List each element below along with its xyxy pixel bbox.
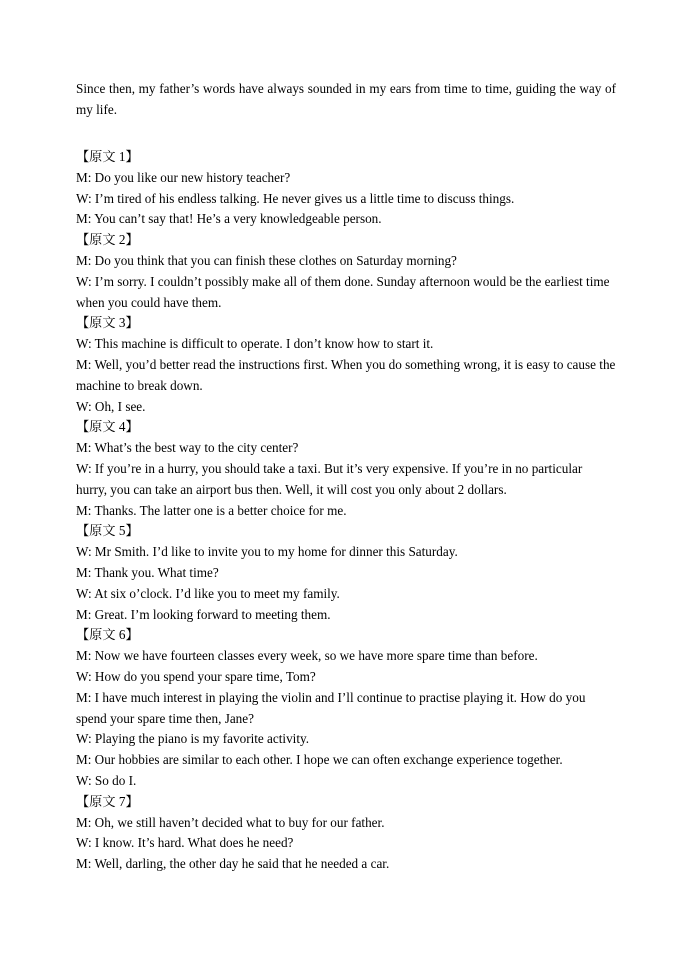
dialogue-line: W: I’m sorry. I couldn’t possibly make all of them done. Sunday afternoon would be the earliest time when you could have them. <box>76 273 610 310</box>
section-heading: 【原文 6】 <box>76 627 139 643</box>
dialogue-line: W: I’m tired of his endless talking. He never gives us a little time to discuss things. <box>76 190 515 206</box>
document-page <box>76 78 616 875</box>
dialogue-line: M: Oh, we still haven’t decided what to buy for our father. <box>76 814 385 830</box>
dialogue-line: M: I have much interest in playing the violin and I’ll continue to practise playing it. How do you spend your spare time then, Jane? <box>76 689 586 726</box>
dialogue-line: M: Do you think that you can finish these clothes on Saturday morning? <box>76 252 457 268</box>
transcript-section <box>76 521 616 625</box>
dialogue-line: W: So do I. <box>76 772 137 788</box>
dialogue-line: M: Well, you’d better read the instructions first. When you do something wrong, it is easy to cause the machine to break down. <box>76 356 616 393</box>
section-heading: 【原文 2】 <box>76 232 139 248</box>
intro-paragraph: Since then, my father’s words have always sounded in my ears from time to time, guiding the way of my life. <box>76 81 616 117</box>
dialogue-line: W: Oh, I see. <box>76 398 146 414</box>
dialogue-line: M: You can’t say that! He’s a very knowledgeable person. <box>76 211 382 227</box>
section-heading: 【原文 1】 <box>76 149 139 164</box>
dialogue-line: M: What’s the best way to the city center? <box>76 440 299 456</box>
dialogue-line: W: Playing the piano is my favorite activity. <box>76 731 310 747</box>
transcript-section <box>76 230 616 313</box>
transcript-section <box>76 313 616 417</box>
section-heading: 【原文 3】 <box>76 315 139 331</box>
section-heading: 【原文 5】 <box>76 523 139 539</box>
dialogue-line: W: Mr Smith. I’d like to invite you to my home for dinner this Saturday. <box>76 544 458 560</box>
transcript-section <box>76 625 616 791</box>
dialogue-line: W: If you’re in a hurry, you should take a taxi. But it’s very expensive. If you’re in no particular hurry, you can take an airport bus then. Well, it will cost you only about 2 dollars. <box>76 460 583 497</box>
transcript-section <box>76 147 616 230</box>
dialogue-line: M: Well, darling, the other day he said that he needed a car. <box>76 856 390 872</box>
dialogue-line: M: Now we have fourteen classes every week, so we have more spare time than before. <box>76 648 538 664</box>
dialogue-line: M: Thanks. The latter one is a better choice for me. <box>76 502 347 518</box>
dialogue-line: M: Thank you. What time? <box>76 564 219 580</box>
transcript-section <box>76 792 616 875</box>
dialogue-line: W: This machine is difficult to operate. I don’t know how to start it. <box>76 336 434 352</box>
dialogue-line: W: At six o’clock. I’d like you to meet my family. <box>76 585 340 601</box>
section-heading: 【原文 7】 <box>76 793 139 809</box>
dialogue-line: M: Great. I’m looking forward to meeting them. <box>76 606 331 622</box>
dialogue-line: W: How do you spend your spare time, Tom? <box>76 668 316 684</box>
section-heading: 【原文 4】 <box>76 419 139 435</box>
transcript-sections <box>76 147 616 875</box>
dialogue-line: M: Our hobbies are similar to each other. I hope we can often exchange experience together. <box>76 752 563 768</box>
dialogue-line: M: Do you like our new history teacher? <box>76 169 291 185</box>
dialogue-line: W: I know. It’s hard. What does he need? <box>76 835 294 851</box>
transcript-section <box>76 417 616 521</box>
